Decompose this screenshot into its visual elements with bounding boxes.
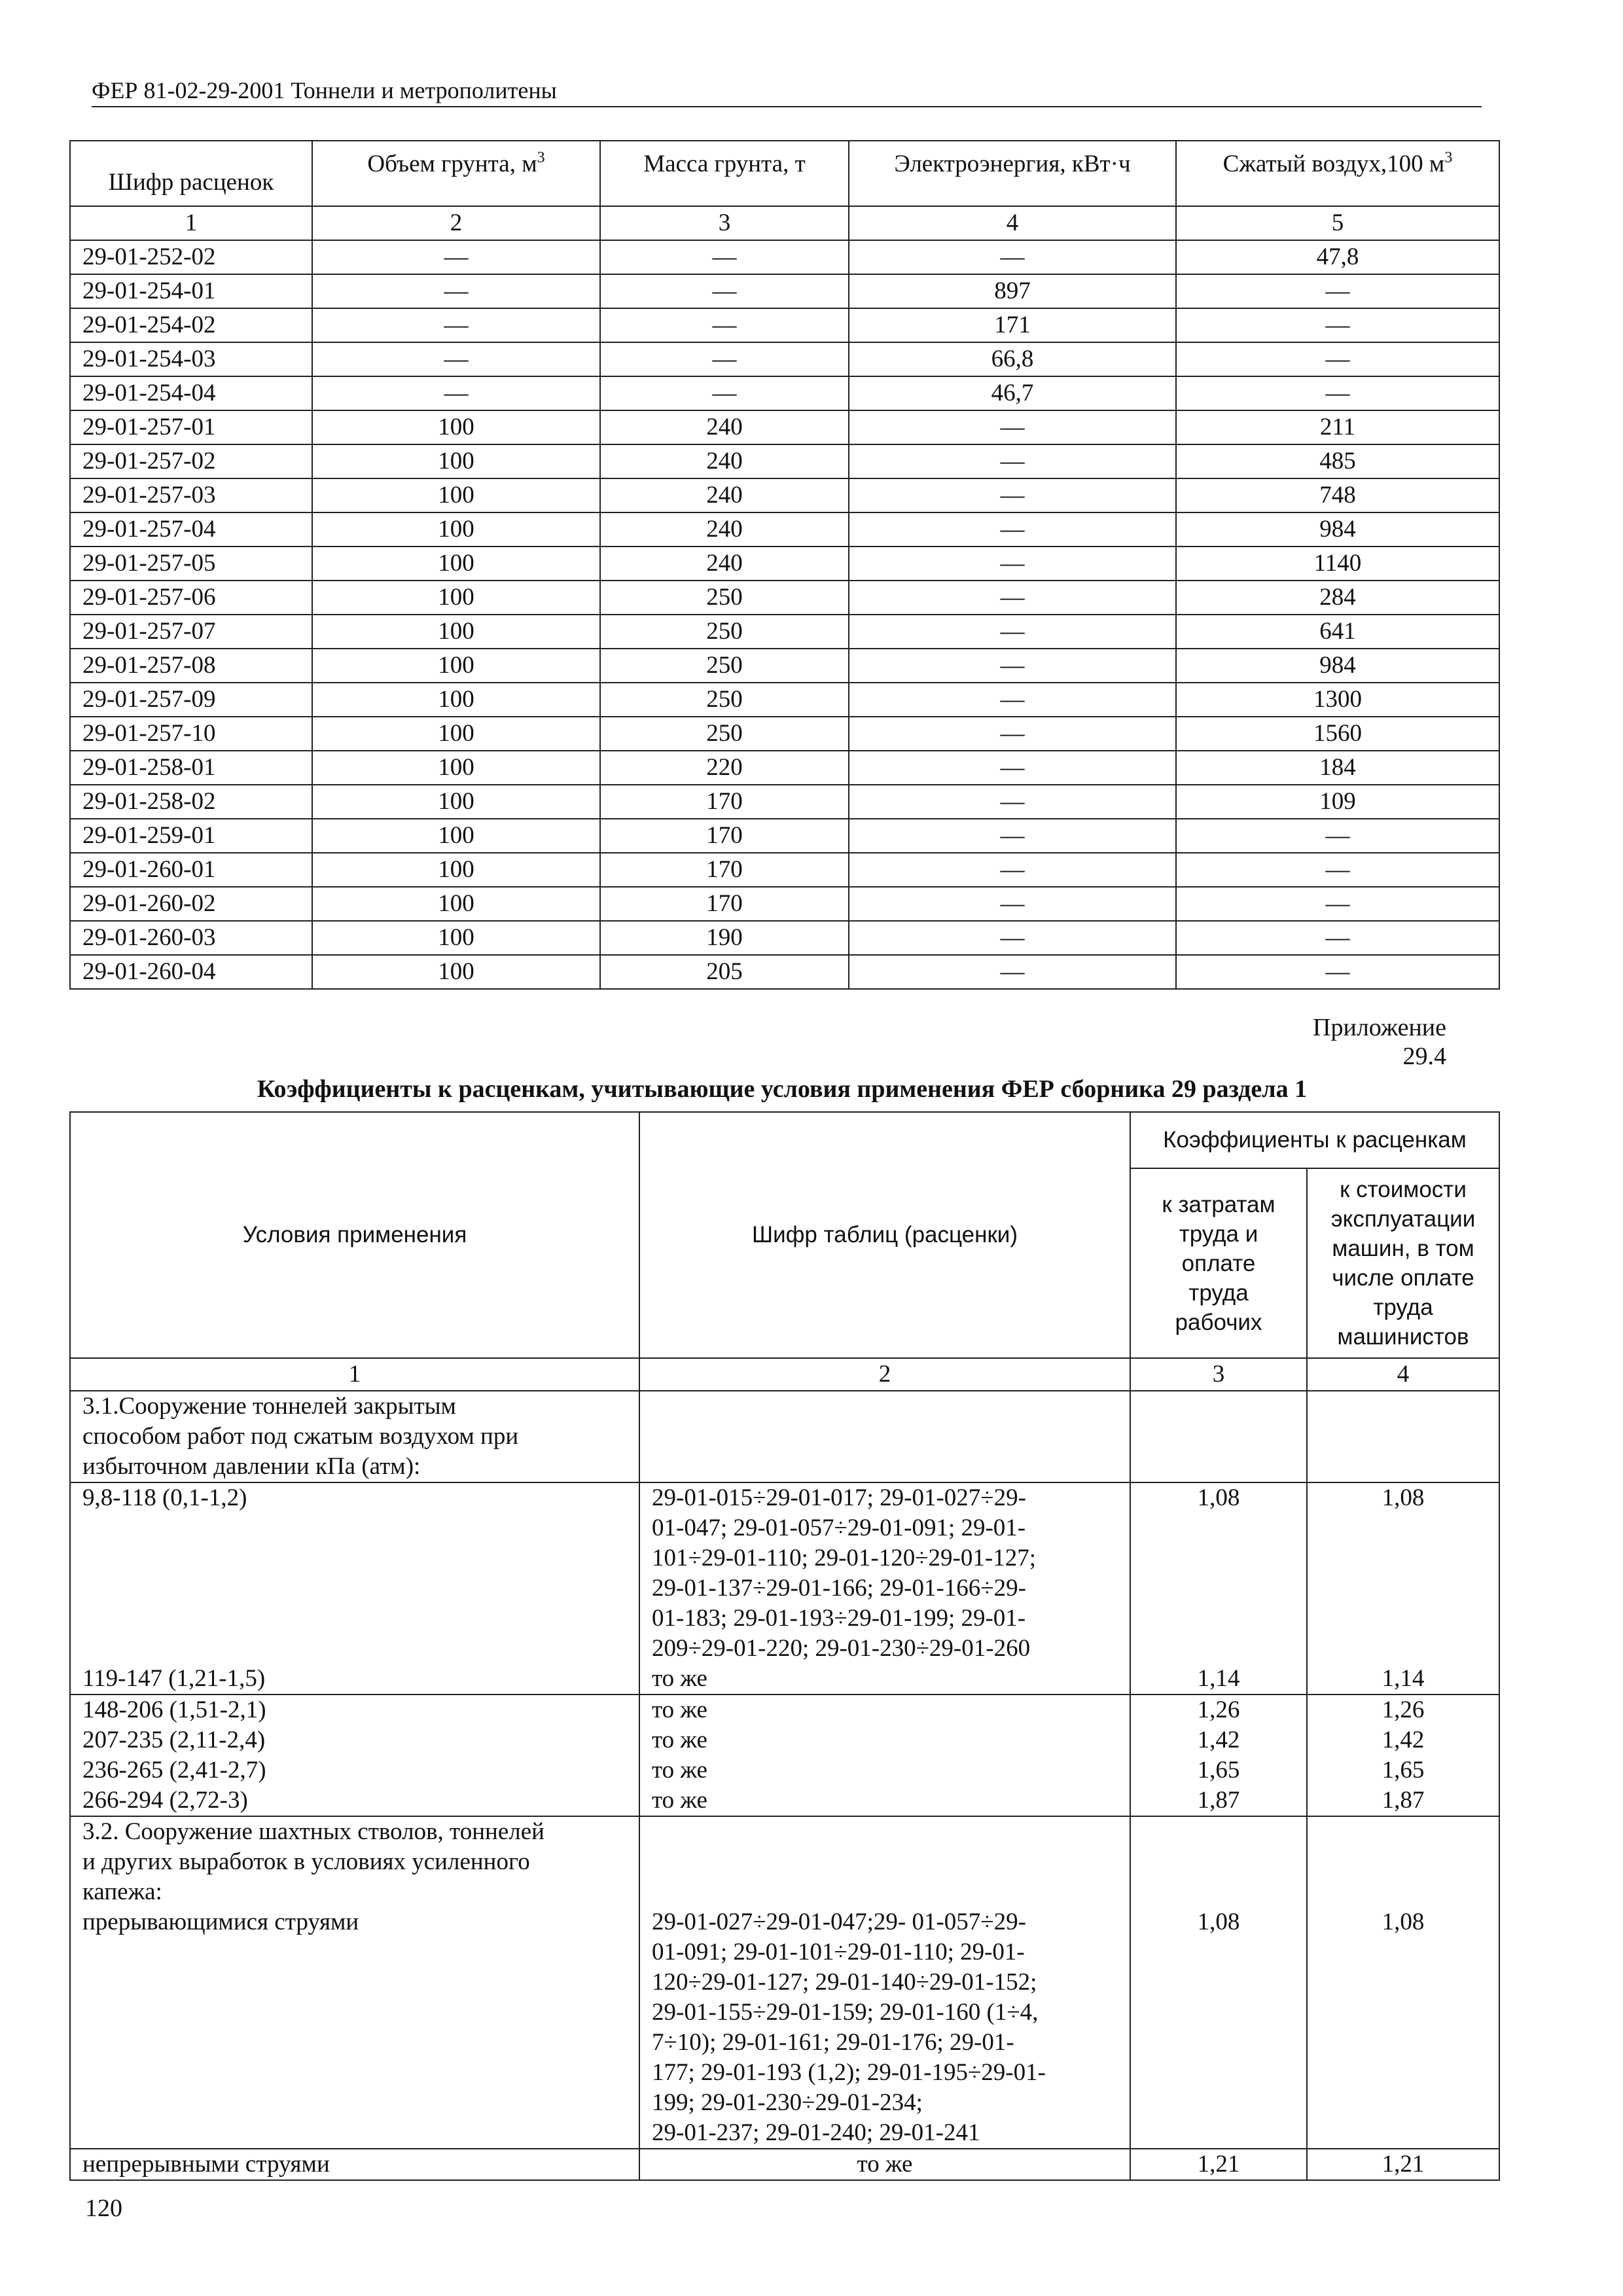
value-cell: 1140	[1176, 547, 1499, 581]
section-3-2-row-2	[70, 2149, 1499, 2180]
value-cell: 100	[312, 921, 600, 955]
value-cell: —	[312, 342, 600, 376]
value-cell: 984	[1176, 649, 1499, 683]
value-cell: 220	[600, 751, 849, 785]
table-row	[70, 240, 1499, 274]
value-cell: —	[849, 717, 1176, 751]
value-cell: —	[600, 342, 849, 376]
value-cell: 100	[312, 717, 600, 751]
empty-cell	[1130, 1391, 1307, 1482]
conditions-cell: 3.2. Сооружение шахтных стволов, тоннелей и других выработок в условиях усиленного капежа: прерывающимися струями	[70, 1816, 639, 2149]
rate-code-cell: 29-01-254-04	[70, 376, 312, 410]
value-cell: 250	[600, 581, 849, 615]
section-3-1-row-2	[70, 1695, 1499, 1816]
table2-header-row-1	[70, 1112, 1499, 1168]
value-cell: 100	[312, 615, 600, 649]
value-cell: 240	[600, 478, 849, 512]
conditions-cell: 148-206 (1,51-2,1) 207-235 (2,11-2,4) 236-265 (2,41-2,7) 266-294 (2,72-3)	[70, 1695, 639, 1816]
value-cell: —	[849, 819, 1176, 853]
rate-code-cell: 29-01-257-01	[70, 410, 312, 444]
col-number: 1	[70, 206, 312, 240]
value-cell: —	[849, 887, 1176, 921]
rate-code-cell: 29-01-252-02	[70, 240, 312, 274]
rate-code-cell: 29-01-258-02	[70, 785, 312, 819]
labor-coefficient-cell: 1,26 1,42 1,65 1,87	[1130, 1695, 1307, 1816]
value-cell: —	[1176, 955, 1499, 989]
value-cell: 641	[1176, 615, 1499, 649]
machines-coefficient-cell: 1,08	[1307, 1816, 1499, 2149]
table1-number-row	[70, 206, 1499, 240]
rate-code-cell: 29-01-260-04	[70, 955, 312, 989]
coefficients-table	[69, 1111, 1500, 2181]
value-cell: 1300	[1176, 683, 1499, 717]
table-row	[70, 512, 1499, 547]
table-row	[70, 717, 1499, 751]
value-cell: 240	[600, 444, 849, 478]
value-cell: —	[849, 240, 1176, 274]
col-number: 1	[70, 1358, 639, 1391]
value-cell: 100	[312, 512, 600, 547]
running-header: ФЕР 81-02-29-2001 Тоннели и метрополитены	[92, 77, 1482, 107]
value-cell: 240	[600, 547, 849, 581]
value-cell: —	[600, 308, 849, 342]
value-cell: —	[1176, 921, 1499, 955]
value-cell: 100	[312, 410, 600, 444]
value-cell: 250	[600, 615, 849, 649]
col-header-conditions: Условия применения	[70, 1112, 639, 1358]
codes-cell: 29-01-027÷29-01-047;29- 01-057÷29- 01-091; 29-01-101÷29-01-110; 29-01- 120÷29-01-127; 29-01-140÷29-01-152; 29-01-155÷29-01-159; 29-01-160 (1÷4, 7÷10); 29-01-161; 29-01-176; 29-01- 177; 29-01-193 (1,2); 29-01-195÷29-01- 199; 29-01-230÷29-01-234; 29-01-237; 29-01-240; 29-01-241	[639, 1816, 1130, 2149]
table-row	[70, 376, 1499, 410]
appendix-label: Приложение 29.4	[1313, 1014, 1446, 1070]
col-number: 5	[1176, 206, 1499, 240]
value-cell: 171	[849, 308, 1176, 342]
table-row	[70, 410, 1499, 444]
col-header-coefficients: Коэффициенты к расценкам	[1130, 1112, 1499, 1168]
rate-code-cell: 29-01-257-10	[70, 717, 312, 751]
rate-code-cell: 29-01-257-06	[70, 581, 312, 615]
rate-code-cell: 29-01-257-09	[70, 683, 312, 717]
col-number: 4	[1307, 1358, 1499, 1391]
table-row	[70, 649, 1499, 683]
value-cell: 66,8	[849, 342, 1176, 376]
value-cell: —	[849, 512, 1176, 547]
value-cell: 170	[600, 853, 849, 887]
rate-code-cell: 29-01-254-03	[70, 342, 312, 376]
value-cell: 897	[849, 274, 1176, 308]
machines-coefficient-cell: 1,26 1,42 1,65 1,87	[1307, 1695, 1499, 1816]
value-cell: —	[849, 410, 1176, 444]
value-cell: —	[849, 444, 1176, 478]
table-row	[70, 547, 1499, 581]
value-cell: —	[1176, 342, 1499, 376]
col-header-electricity: Электроэнергия, кВт·ч	[849, 141, 1176, 206]
value-cell: —	[849, 649, 1176, 683]
conditions-cell: 9,8-118 (0,1-1,2) 119-147 (1,21-1,5)	[70, 1482, 639, 1695]
value-cell: —	[849, 785, 1176, 819]
value-cell: 250	[600, 683, 849, 717]
value-cell: 100	[312, 547, 600, 581]
value-cell: 190	[600, 921, 849, 955]
value-cell: 100	[312, 444, 600, 478]
value-cell: 485	[1176, 444, 1499, 478]
resources-table	[69, 140, 1500, 990]
value-cell: —	[849, 921, 1176, 955]
value-cell: 100	[312, 751, 600, 785]
rate-code-cell: 29-01-257-03	[70, 478, 312, 512]
rate-code-cell: 29-01-257-05	[70, 547, 312, 581]
labor-coefficient-cell: 1,21	[1130, 2149, 1307, 2180]
rate-code-cell: 29-01-260-03	[70, 921, 312, 955]
value-cell: 184	[1176, 751, 1499, 785]
codes-cell: то же то же то же то же	[639, 1695, 1130, 1816]
value-cell: —	[312, 308, 600, 342]
col-number: 4	[849, 206, 1176, 240]
value-cell: —	[1176, 308, 1499, 342]
table-row	[70, 921, 1499, 955]
col-header-soil-mass: Масса грунта, т	[600, 141, 849, 206]
value-cell: 170	[600, 785, 849, 819]
value-cell: 205	[600, 955, 849, 989]
value-cell: 1560	[1176, 717, 1499, 751]
section-3-1-title-row	[70, 1391, 1499, 1482]
table-row	[70, 955, 1499, 989]
col-header-soil-volume: Объем грунта, $м^3$	[312, 141, 600, 206]
rate-code-cell: 29-01-257-07	[70, 615, 312, 649]
table-row	[70, 615, 1499, 649]
value-cell: —	[1176, 887, 1499, 921]
col-header-codes: Шифр таблиц (расценки)	[639, 1112, 1130, 1358]
col-number: 2	[312, 206, 600, 240]
value-cell: 240	[600, 512, 849, 547]
value-cell: 170	[600, 819, 849, 853]
table-row	[70, 853, 1499, 887]
table-row	[70, 274, 1499, 308]
value-cell: —	[849, 581, 1176, 615]
value-cell: 100	[312, 887, 600, 921]
table-row	[70, 819, 1499, 853]
value-cell: —	[849, 615, 1176, 649]
value-cell: —	[849, 478, 1176, 512]
rate-code-cell: 29-01-260-02	[70, 887, 312, 921]
value-cell: —	[1176, 274, 1499, 308]
value-cell: —	[849, 853, 1176, 887]
table-row	[70, 478, 1499, 512]
value-cell: 100	[312, 581, 600, 615]
value-cell: 240	[600, 410, 849, 444]
rate-code-cell: 29-01-260-01	[70, 853, 312, 887]
empty-cell	[639, 1391, 1130, 1482]
table-row	[70, 887, 1499, 921]
col-header-machines: к стоимости эксплуатации машин, в том числе оплате труда машинистов	[1307, 1168, 1499, 1358]
value-cell: —	[849, 751, 1176, 785]
machines-coefficient-cell: 1,08 1,14	[1307, 1482, 1499, 1695]
codes-cell: то же	[639, 2149, 1130, 2180]
col-number: 3	[1130, 1358, 1307, 1391]
value-cell: 100	[312, 955, 600, 989]
value-cell: —	[1176, 376, 1499, 410]
empty-cell	[1307, 1391, 1499, 1482]
rate-code-cell: 29-01-254-02	[70, 308, 312, 342]
table-row	[70, 785, 1499, 819]
table-row	[70, 308, 1499, 342]
conditions-cell: непрерывными струями	[70, 2149, 639, 2180]
value-cell: —	[1176, 819, 1499, 853]
table1-header-row	[70, 141, 1499, 206]
rate-code-cell: 29-01-254-01	[70, 274, 312, 308]
value-cell: 170	[600, 887, 849, 921]
value-cell: 100	[312, 853, 600, 887]
table2-title: Коэффициенты к расценкам, учитывающие условия применения ФЕР сборника 29 раздела 1	[257, 1075, 1308, 1103]
value-cell: —	[849, 955, 1176, 989]
section-3-1-row-1	[70, 1482, 1499, 1695]
value-cell: 748	[1176, 478, 1499, 512]
value-cell: —	[600, 240, 849, 274]
value-cell: —	[849, 683, 1176, 717]
labor-coefficient-cell: 1,08	[1130, 1816, 1307, 2149]
value-cell: 250	[600, 717, 849, 751]
value-cell: 284	[1176, 581, 1499, 615]
rate-code-cell: 29-01-258-01	[70, 751, 312, 785]
value-cell: 100	[312, 649, 600, 683]
page-number: 120	[85, 2195, 122, 2222]
table2-number-row	[70, 1358, 1499, 1391]
col-header-compressed-air: Сжатый воздух,100 $м^3$	[1176, 141, 1499, 206]
rate-code-cell: 29-01-257-02	[70, 444, 312, 478]
codes-cell: 29-01-015÷29-01-017; 29-01-027÷29- 01-047; 29-01-057÷29-01-091; 29-01- 101÷29-01-110; 29-01-120÷29-01-127; 29-01-137÷29-01-166; 29-01-166÷29- 01-183; 29-01-193÷29-01-199; 29-01- 209÷29-01-220; 29-01-230÷29-01-260 то же	[639, 1482, 1130, 1695]
value-cell: —	[1176, 853, 1499, 887]
rate-code-cell: 29-01-257-08	[70, 649, 312, 683]
table-row	[70, 342, 1499, 376]
table-row	[70, 444, 1499, 478]
value-cell: —	[312, 274, 600, 308]
col-number: 3	[600, 206, 849, 240]
value-cell: —	[312, 240, 600, 274]
labor-coefficient-cell: 1,08 1,14	[1130, 1482, 1307, 1695]
value-cell: 211	[1176, 410, 1499, 444]
table-row	[70, 751, 1499, 785]
section-3-1-title: 3.1.Сооружение тоннелей закрытым способом работ под сжатым воздухом при избыточном давлении кПа (атм):	[70, 1391, 639, 1482]
value-cell: 100	[312, 478, 600, 512]
value-cell: 109	[1176, 785, 1499, 819]
value-cell: —	[312, 376, 600, 410]
value-cell: 250	[600, 649, 849, 683]
value-cell: —	[600, 274, 849, 308]
section-3-2-row-1	[70, 1816, 1499, 2149]
value-cell: 100	[312, 683, 600, 717]
table-row	[70, 581, 1499, 615]
rate-code-cell: 29-01-257-04	[70, 512, 312, 547]
value-cell: 47,8	[1176, 240, 1499, 274]
rate-code-cell: 29-01-259-01	[70, 819, 312, 853]
col-number: 2	[639, 1358, 1130, 1391]
value-cell: 984	[1176, 512, 1499, 547]
value-cell: 46,7	[849, 376, 1176, 410]
machines-coefficient-cell: 1,21	[1307, 2149, 1499, 2180]
value-cell: —	[600, 376, 849, 410]
col-header-code: Шифр расценок	[70, 141, 312, 206]
col-header-labor: к затратам труда и оплате труда рабочих	[1130, 1168, 1307, 1358]
value-cell: 100	[312, 785, 600, 819]
table-row	[70, 683, 1499, 717]
value-cell: —	[849, 547, 1176, 581]
value-cell: 100	[312, 819, 600, 853]
